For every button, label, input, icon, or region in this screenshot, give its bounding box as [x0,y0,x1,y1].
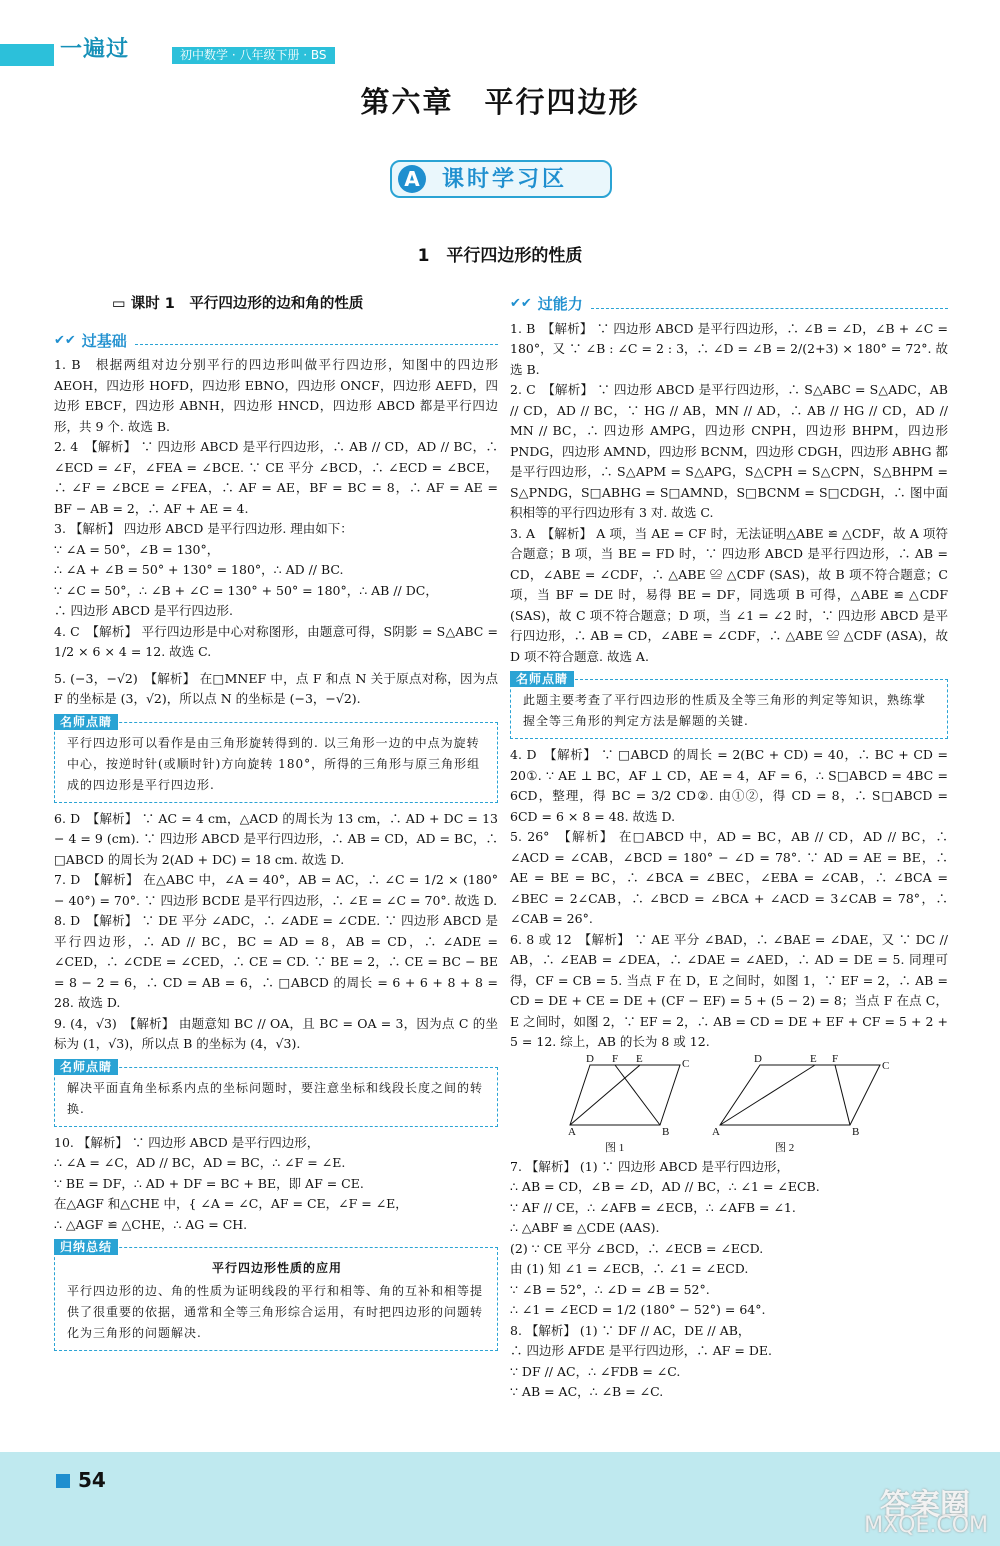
square-icon [56,1474,70,1488]
summary-box [54,1240,498,1351]
answer-item: 5. 26° 【解析】 在□ABCD 中，AD = BC，AB // CD，AD // BC，∴ ∠ACD = ∠CAB，∠BCD = 180° − ∠D = 78°. ∵ AD = AE = BE，∴ AE = BE = BC，∴ ∠BCA = ∠BEC，∠EBA = ∠CAB，∴ ∠BCA = ∠BEC = 2∠CAB，∴ ∠BCD = ∠BCA + ∠ACD = 3∠CAB = 78°，∴ ∠CAB = 26°. [510,829,948,926]
svg-text:B: B [662,1125,670,1138]
section-title: 1 平行四边形的性质 [417,246,583,266]
svg-text:E: E [810,1052,817,1065]
answer-item: 8. 【解析】 (1) ∵ DF // AC，DE // AB， [510,1322,751,1338]
answer-line: ∵ ∠C = 50°，∴ ∠B + ∠C = 130° + 50° = 180°，∴ AB // DC， [54,582,438,598]
summary-text: 平行四边形的边、角的性质为证明线段的平行和相等、角的互补和相等提供了很重要的依据，通常和全等三角形综合运用，有时把四边形的问题转化为三角形的问题解决. [67,1284,484,1340]
answer-item: 8. D 【解析】 ∵ DE 平分 ∠ADC，∴ ∠ADE = ∠CDE. ∵ 四边形 ABCD 是平行四边形，∴ AD // BC，BC = AD = 8，AB = CD，∴ ∠ADE = ∠CED，∴ ∠CDE = ∠CED，∴ CE = CD. ∵ BE = 2，∴ CE = BC − BE = 8 − 2 = 6，∴ CD = AB = 6，∴ □ABCD 的周长 = 6 + 6 + 8 + 8 = 28. 故选 D. [54,913,498,1010]
answer-line: ∵ AB = AC，∴ ∠B = ∠C. [510,1384,664,1399]
answer-item: 6. 8 或 12 【解析】 ∵ AE 平分 ∠BAD，∴ ∠BAE = ∠DAE，又 ∵ DC // AB，∴ ∠EAB = ∠DEA，∴ ∠DAE = ∠AED，∴ AD = DE = 5. 同理可得，CF = CB = 5. 当点 F 在 D，E 之间时，如图 1，∵ EF = 2，∴ AB = CD = DE + CE = DE + (CF − EF) = 5 + (5 − 2) = 8；当点 F 在点 C，E 之间时，如图 2，∵ EF = 2，∴ AB = CD = DE + EF + CF = 5 + 2 + 5 = 12. 综上，AB 的长为 8 或 12. [510,931,948,1049]
page-header [0,37,400,70]
tip-text: 解决平面直角坐标系内点的坐标问题时，要注意坐标和线段长度之间的转换. [67,1080,484,1116]
answer-item: 10. 【解析】 ∵ 四边形 ABCD 是平行四边形， [54,1134,320,1150]
summary-title: 平行四边形性质的应用 [211,1261,342,1275]
svg-text:F: F [832,1052,839,1065]
svg-text:D: D [754,1052,762,1065]
section-tag-ability: ✔✔ 过能力 [510,294,948,315]
answer-item: 3. A 【解析】 A 项，当 AE = CF 时，无法证明△ABE ≌ △CDF，故 A 项符合题意；B 项，当 BE = FD 时，∵ 四边形 ABCD 是平行四边形，∴ AB = CD，∠ABE = ∠CDF，∴ △ABE ≌ △CDF (SAS)，故 B 项不符合题意；C 项，当 BF = DE 时，易得 BE = DF，同选项 B 可得，△ABE ≌ △CDF (SAS)，故 C 项不符合题意；D 项，当 ∠1 = ∠2 时，∵ 四边形 ABCD 是平行四边形，∴ AB = CD，∠ABE = ∠CDF，∴ △ABE ≌ △CDF (ASA)，故 D 项不符合题意. 故选 A. [510,525,948,664]
answer-line: ∵ ∠A = 50°，∠B = 130°， [54,541,220,557]
answer-line: ∴ ∠A = ∠C，AD // BC，AD = BC，∴ ∠F = ∠E. [54,1155,346,1170]
answer-line: ∴ △ABF ≌ △CDE (AAS). [510,1220,660,1235]
svg-text:C: C [682,1057,690,1070]
watermark-logo: 答案圈 [880,1488,970,1523]
answer-item: 3. 【解析】 四边形 ABCD 是平行四边形. 理由如下： [54,521,353,536]
zone-label: 课时学习区 [442,167,568,192]
divider [135,336,498,345]
left-column [54,290,498,1357]
answer-item: 4. C 【解析】 平行四边形是中心对称图形，由题意可得，S阴影 = S△ABC = 1/2 × 6 × 4 = 12. 故选 C. [54,623,498,659]
parallelogram-figures [568,1052,900,1155]
right-column [510,290,948,1403]
brand-logo: 一遍过 [60,37,130,62]
svg-text:E: E [636,1052,643,1065]
tip-label: 名师点睛 [54,1059,118,1075]
tip-box [510,672,948,739]
answer-line: (2) ∵ CE 平分 ∠BCD，∴ ∠ECB = ∠ECD. [510,1240,764,1256]
divider [591,300,948,309]
watermark-url: MXQE.COM [864,1513,988,1538]
summary-label: 归纳总结 [54,1239,118,1255]
figure-2-label: 图 2 [775,1141,795,1154]
lesson-title: ▭ 课时 1 平行四边形的边和角的性质 [112,296,364,312]
page-footer [0,1452,1000,1546]
figure-1-label: 图 1 [605,1141,625,1154]
header-accent-bar [0,44,54,66]
answer-line: ∴ AB = CD，∠B = ∠D，AD // BC，∴ ∠1 = ∠ECB. [510,1179,820,1194]
check-marks-icon: ✔✔ [510,296,532,311]
svg-text:A: A [712,1125,720,1138]
answer-item: 1. B 根据两组对边分别平行的四边形叫做平行四边形，知图中的四边形 AEOH，四边形 HOFD，四边形 EBNO，四边形 ONCF，四边形 AEFD，四边形 EBCF，四边形 ABNH，四边形 HNCD，四边形 ABCD 都是平行四边形，共 9 个. 故选 B. [54,357,498,434]
tip-box [54,714,498,803]
svg-text:D: D [586,1052,594,1065]
answer-item: 4. D 【解析】 ∵ □ABCD 的周长 = 2(BC + CD) = 40，∴ BC + CD = 20①. ∵ AE ⊥ BC，AF ⊥ CD，AE = 4，AF = 6，∴ S□ABCD = 4BC = 6CD，整理，得 BC = 3/2 CD②. 由①②，得 CD = 8，∴ S□ABCD = 6CD = 6 × 8 = 48. 故选 D. [510,747,948,824]
tip-label: 名师点睛 [54,714,118,730]
answer-line: ∴ ∠A + ∠B = 50° + 130° = 180°，∴ AD // BC. [54,562,344,577]
answer-line: ∴ △AGF ≌ △CHE，∴ AG = CH. [54,1216,248,1232]
tip-label: 名师点睛 [510,671,574,687]
answer-line: 由 (1) 知 ∠1 = ∠ECB，∴ ∠1 = ∠ECD. [510,1261,749,1276]
answer-line: ∵ AF // CE，∴ ∠AFB = ∠ECB，∴ ∠AFB = ∠1. [510,1199,796,1215]
answer-item: 5. (−3，−√2) 【解析】 在□MNEF 中，点 F 和点 N 关于原点对称，因为点 F 的坐标是 (3，√2)，所以点 N 的坐标是 (−3，−√2). [54,670,498,706]
answer-item: 7. D 【解析】 在△ABC 中，∠A = 40°，AB = AC，∴ ∠C = 1/2 × (180° − 40°) = 70°. ∵ 四边形 BCDE 是平行四边形，∴ ∠E = ∠C = 70°. 故选 D. [54,872,498,908]
page-number: 54 [56,1470,106,1491]
svg-text:A: A [568,1125,576,1138]
zone-banner [390,160,612,198]
answer-line: 在△AGF 和△CHE 中，{ ∠A = ∠C，AF = CE，∠F = ∠E， [54,1196,408,1211]
svg-text:F: F [612,1052,619,1065]
tip-text: 平行四边形可以看作是由三角形旋转得到的. 以三角形一边的中点为旋转中心，按逆时针(或顺时针)方向旋转 180°，所得的三角形与原三角形组成的四边形是平行四边形. [67,735,481,792]
svg-text:B: B [852,1125,860,1138]
answer-line: ∴ 四边形 ABCD 是平行四边形. [54,603,233,618]
svg-text:C: C [882,1059,890,1072]
chapter-title: 第六章 平行四边形 [360,85,640,119]
figures [568,1052,948,1155]
answer-line: ∴ ∠1 = ∠ECD = 1/2 (180° − 52°) = 64°. [510,1302,766,1317]
answer-line: ∵ BE = DF，∴ AD + DF = BC + BE，即 AF = CE. [54,1175,364,1191]
answer-item: 7. 【解析】 (1) ∵ 四边形 ABCD 是平行四边形， [510,1158,790,1174]
tip-box [54,1059,498,1127]
book-icon: ▭ [112,296,131,312]
header-subtitle: 初中数学 · 八年级下册 · BS [172,47,335,64]
answer-line: ∵ ∠B = 52°，∴ ∠D = ∠B = 52°. [510,1281,710,1297]
section-tag-basic: ✔✔ 过基础 [54,331,498,352]
check-marks-icon: ✔✔ [54,332,76,348]
answer-item: 6. D 【解析】 ∵ AC = 4 cm，△ACD 的周长为 13 cm，∴ AD + DC = 13 − 4 = 9 (cm). ∵ 四边形 ABCD 是平行四边形，∴ AB = CD，AD = BC，∴ □ABCD 的周长为 2(AD + DC) = 18 cm. 故选 D. [54,810,498,867]
answer-line: ∴ 四边形 AFDE 是平行四边形，∴ AF = DE. [510,1343,772,1358]
tip-text: 此题主要考查了平行四边形的性质及全等三角形的判定等知识，熟练掌握全等三角形的判定方法是解题的关键. [523,693,927,728]
zone-letter: A [398,165,426,193]
answer-line: ∵ DF // AC，∴ ∠FDB = ∠C. [510,1363,681,1379]
answer-item: 2. C 【解析】 ∵ 四边形 ABCD 是平行四边形，∴ S△ABC = S△ADC，AB // CD，AD // BC，∵ HG // AB，MN // AD，∴ AB // HG // CD，AD // MN // BC，∴ 四边形 AMPG，四边形 CNPH，四边形 BHPM，四边形 PNDG，四边形 AMND，四边形 BCNM，四边形 CDGH，四边形 ABHG 都是平行四边形，∴ S△APM = S△APG，S△CPH = S△CPN，S△BHPM = S△PNDG，S□ABHG = S□AMND，S□BCNM = S□CDGH，∴ 图中面积相等的平行四边形有 3 对. 故选 C. [510,382,948,520]
answer-item: 1. B 【解析】 ∵ 四边形 ABCD 是平行四边形，∴ ∠B = ∠D，∠B + ∠C = 180°，又 ∵ ∠B : ∠C = 2 : 3，∴ ∠D = ∠B = 2/(2+3) × 180° = 72°. 故选 B. [510,320,948,377]
answer-item: 2. 4 【解析】 ∵ 四边形 ABCD 是平行四边形，∴ AB // CD，AD // BC，∴ ∠ECD = ∠F，∠FEA = ∠BCE. ∵ CE 平分 ∠BCD，∴ ∠ECD = ∠BCE，∴ ∠F = ∠BCE = ∠FEA，∴ AF = AE，BF = BC = 8，∴ AF = AE = BF − AB = 2，∴ AF + AE = 4. [54,439,498,516]
answer-item: 9. (4，√3) 【解析】 由题意知 BC // OA，且 BC = OA = 3，因为点 C 的坐标为 (1，√3)，所以点 B 的坐标为 (4，√3). [54,1015,498,1051]
